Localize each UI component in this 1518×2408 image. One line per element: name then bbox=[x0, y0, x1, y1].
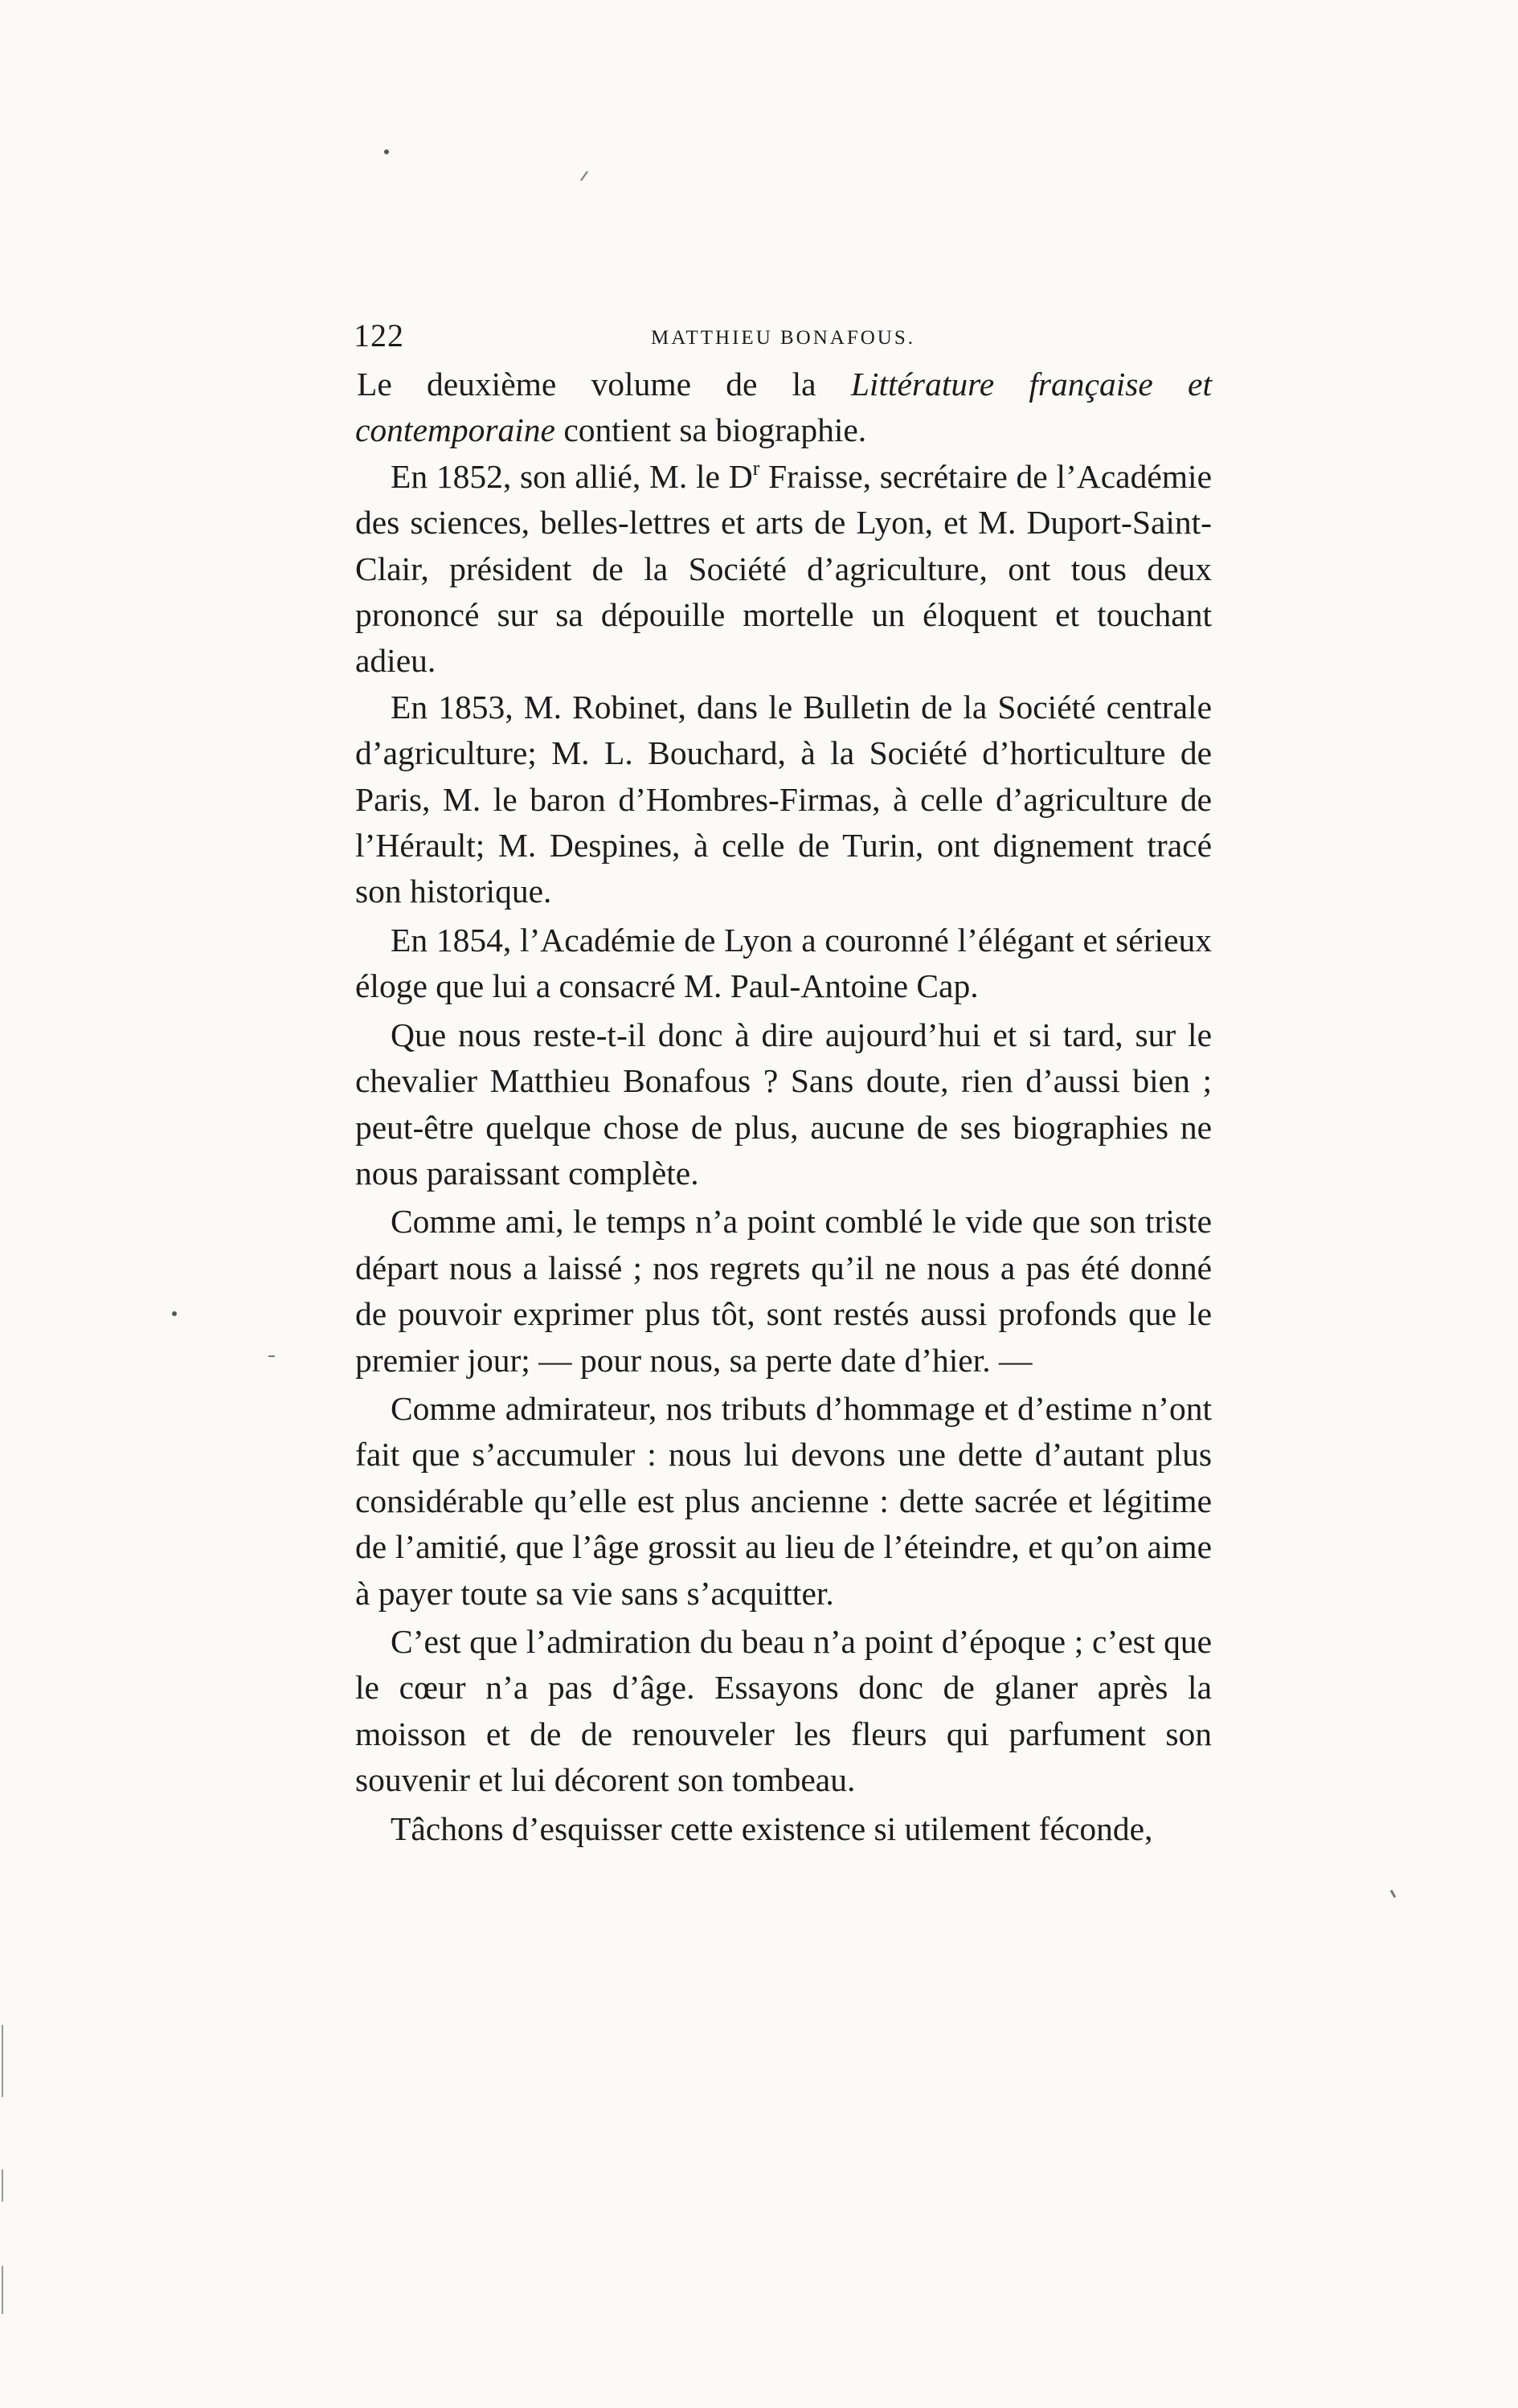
paragraph-2 bbox=[355, 454, 1212, 685]
superscript: r bbox=[752, 456, 760, 480]
scan-speck bbox=[2, 2169, 3, 2202]
text-run: C’est que l’admiration du beau n’a point d’époque ; c’est que le cœur n’a pas d’âge. Essayons donc de glaner après la moisson et de de renouveler les fleurs qui parfument son souvenir et lui décorent son tombeau. bbox=[355, 1622, 1212, 1799]
paragraph-6 bbox=[355, 1199, 1212, 1384]
text-run: Le deuxième volume de la bbox=[357, 366, 851, 403]
text-run: En 1853, M. Robinet, dans le Bulletin de la Société centrale d’agriculture; M. L. Bouchard, à la Société d’horticulture de Paris, M. le baron d’Hombres-Firmas, à celle d’agriculture de l’Hérault; M. Despines, à celle de Turin, ont dignement tracé son historique. bbox=[355, 688, 1212, 910]
page-number: 122 bbox=[354, 317, 404, 354]
body-text bbox=[355, 362, 1212, 1852]
text-run: Comme ami, le temps n’a point comblé le vide que son triste départ nous a laissé ; nos regrets qu’il ne nous a pas été donné de pouvoir exprimer plus tôt, sont restés aussi profonds que le premier jour; — pour nous, sa perte date d’hier. — bbox=[355, 1203, 1212, 1379]
text-run: Que nous reste-t-il donc à dire aujourd’hui et si tard, sur le chevalier Matthieu Bonafous ? Sans doute, rien d’aussi bien ; peut-être quelque chose de plus, aucune de ses biographies ne nous paraissant complète. bbox=[355, 1016, 1212, 1192]
paragraph-8 bbox=[355, 1619, 1212, 1804]
scan-speck bbox=[2, 2025, 3, 2097]
running-head bbox=[354, 316, 1213, 356]
paragraph-3 bbox=[355, 685, 1212, 915]
scan-speck bbox=[268, 1355, 275, 1357]
running-title: MATTHIEU BONAFOUS. bbox=[651, 327, 916, 349]
text-run: En 1854, l’Académie de Lyon a couronné l’élégant et sérieux éloge que lui a consacré M. Paul-Antoine Cap. bbox=[355, 921, 1212, 1005]
scan-speck bbox=[1390, 1890, 1397, 1898]
paragraph-5 bbox=[355, 1012, 1212, 1197]
paragraph-7 bbox=[355, 1386, 1212, 1617]
scan-speck bbox=[2, 2266, 3, 2314]
paragraph-4 bbox=[355, 918, 1212, 1010]
italic-title: Littérature française et contemporaine bbox=[355, 366, 1212, 449]
scan-speck bbox=[384, 149, 389, 154]
text-run: En 1852, son allié, M. le D bbox=[391, 457, 753, 495]
scan-speck bbox=[172, 1311, 177, 1316]
text-run: contient sa biographie. bbox=[554, 411, 867, 449]
text-run: Fraisse, secrétaire de l’Académie des sciences, belles-lettres et arts de Lyon, et M. Duport-Saint-Clair, président de la Société d’agriculture, ont tous deux prononcé sur sa dépouille mortelle un éloquent et touchant adieu. bbox=[355, 457, 1212, 680]
text-run: Comme admirateur, nos tributs d’hommage et d’estime n’ont fait que s’accumuler : nous lui devons une dette d’autant plus considérable qu’elle est plus ancienne : dette sacrée et légitime de l’amitié, que l’âge grossit au lieu de l’éteindre, et qu’on aime à payer toute sa vie sans s’acquitter. bbox=[355, 1389, 1212, 1612]
scan-speck bbox=[580, 171, 588, 182]
paragraph-1 bbox=[355, 362, 1212, 454]
paragraph-9 bbox=[355, 1806, 1212, 1852]
text-run: Tâchons d’esquisser cette existence si utilement féconde, bbox=[391, 1809, 1153, 1847]
